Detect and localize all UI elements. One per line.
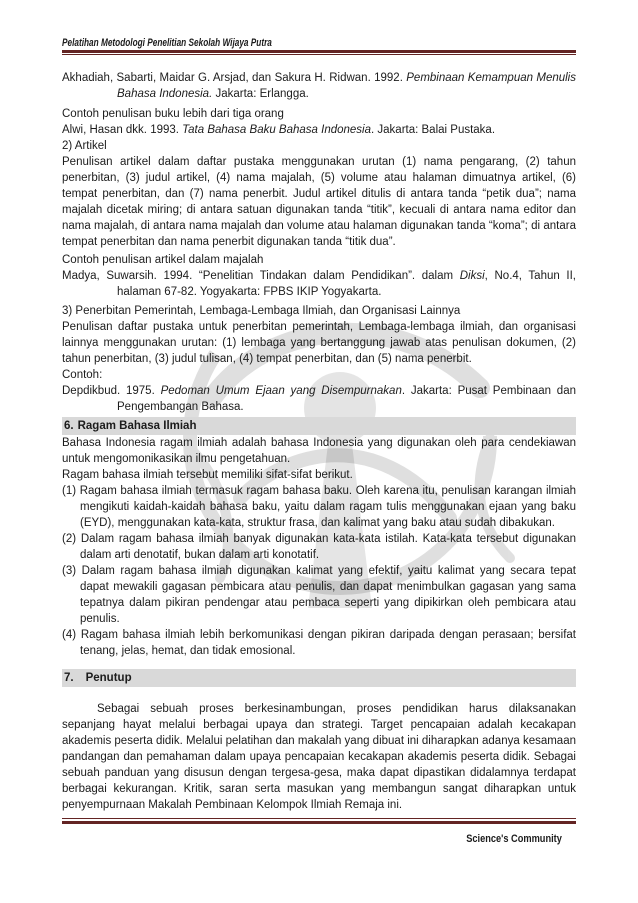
list-text: Ragam bahasa ilmiah lebih berkomunikasi dengan pikiran daripada dengan perasaan; bersifat tenang, jelas, hemat, dan tidak emosional. (80, 629, 576, 657)
list-item (62, 531, 576, 563)
header-rule-thick (62, 50, 576, 53)
footer-rule-thick (62, 821, 576, 824)
list-marker: (4) (62, 629, 77, 641)
list-item (62, 563, 576, 627)
section-title: Ragam Bahasa Ilmiah (77, 420, 197, 432)
running-footer-text: Science's Community (466, 833, 562, 845)
reference-entry (62, 70, 576, 102)
reference-title: Tata Bahasa Baku Bahasa Indonesia (182, 124, 372, 136)
list-text: Ragam bahasa ilmiah termasuk ragam bahasa baku. Oleh karena itu, penulisan karangan ilmiah mengikuti kaidah-kaidah bahasa baku, yaitu dalam ragam tulis menggunakan ejaan yang baku (EYD), menggunakan kata-kata, struktur frasa, dan kalimat yang baku atau sudah dibakukan. (79, 485, 576, 529)
reference-publisher: , No.4, Tahun II, halaman 67-82. Yogyakarta: FPBS IKIP Yogyakarta. (117, 270, 576, 298)
section-number: 7. (64, 672, 74, 684)
closing-paragraph: Sebagai sebuah proses berkesinambungan, proses pendidikan harus dilaksanakan sepanjang hayat melalui berbagai upaya dan strategi. Target pencapaian adalah kecakapan akademis peserta didik. Melalui pelatihan dan makalah yang dibuat ini diharapkan adanya kesamaan pandangan dan pemahaman dalam upaya pencapaian kecakapan akademis peserta didik. Sebagai sebuah panduan yang disusun dengan tergesa-gesa, maka dapat dipastikan didalamnya terdapat berbagai kekurangan. Kritik, saran serta masukan yang membangun sangat diharapkan untuk penyempurnaan Makalah Pembinaan Kelompok Ilmiah Remaja ini. (62, 703, 576, 811)
example-label: Contoh: (62, 369, 103, 381)
section-heading-7 (62, 669, 576, 687)
article-rules-paragraph: Penulisan artikel dalam daftar pustaka menggunakan urutan (1) nama pengarang, (2) tahun penerbitan, (3) judul artikel, (4) nama majalah, (5) volume atau halaman dimuatnya artikel, (6) tempat penerbitan, dan (7) nama penerbit. Judul artikel ditulis di antara tanda “petik dua”; nama majalah dicetak miring; di antara satuan digunakan tanda “titik”, kecuali di antara nama editor dan nama majalah, di antara nama majalah dan volume atau halaman digunakan tanda “koma”; di antara tempat penerbitan dan nama penerbit digunakan tanda “titik dua”. (62, 156, 576, 248)
list-text: Dalam ragam bahasa ilmiah digunakan kalimat yang efektif, yaitu kalimat yang secara tepat dapat mewakili gagasan pembicara atau penulis, dan dapat menimbulkan gagasan yang sama tepatnya dalam pikiran pendengar atau pembaca seperti yang dipikirkan oleh pembicara atau penulis. (80, 565, 576, 625)
running-header-title: Pelatihan Metodologi Penelitian Sekolah Wijaya Putra (62, 37, 272, 49)
list-item (62, 483, 576, 531)
running-footer (448, 829, 562, 843)
reference-authors: Alwi, Hasan dkk. 1993. (62, 124, 183, 136)
reference-publisher: . Jakarta: Pusat Pembinaan dan Pengembangan Bahasa. (117, 385, 576, 413)
section-number: 6. (64, 420, 74, 432)
example-label: Contoh penulisan buku lebih dari tiga orang (62, 108, 284, 120)
reference-entry (62, 122, 576, 138)
list-text: Dalam ragam bahasa ilmiah banyak digunakan kata-kata istilah. Kata-kata tersebut digunakan dalam arti denotatif, bukan dalam arti konotatif. (80, 533, 577, 561)
example-label: Contoh penulisan artikel dalam majalah (62, 254, 264, 266)
section-heading-6 (62, 417, 576, 435)
reference-journal: Diksi (459, 270, 485, 282)
section-6-definition: Bahasa Indonesia ragam ilmiah adalah bahasa Indonesia yang digunakan oleh para cendekiawan untuk mengomonikasikan ilmu pengetahuan. (62, 437, 576, 465)
list-marker: (2) (62, 533, 77, 545)
running-header (62, 33, 576, 47)
reference-title: Pedoman Umum Ejaan yang Disempurnakan (160, 385, 402, 397)
reference-entry (62, 268, 576, 300)
reference-authors: Depdikbud. 1975. (62, 385, 161, 397)
header-rule-thin (62, 54, 576, 55)
list-marker: (3) (62, 565, 77, 577)
section-title: Penutup (85, 672, 132, 684)
reference-entry (62, 383, 576, 415)
reference-authors: Madya, Suwarsih. 1994. “Penelitian Tindakan dalam Pendidikan”. dalam (62, 270, 460, 282)
reference-title: Pembinaan Kemampuan Menulis Bahasa Indonesia. (117, 72, 576, 100)
body-content (62, 70, 576, 813)
reference-publisher: Jakarta: Erlangga. (212, 88, 309, 100)
footer-rule-thin (62, 818, 576, 819)
subsection-heading-penerbitan-pemerintah: 3) Penerbitan Pemerintah, Lembaga-Lembaga Ilmiah, dan Organisasi Lainnya (62, 305, 461, 317)
reference-publisher: . Jakarta: Balai Pustaka. (371, 124, 496, 136)
list-marker: (1) (62, 485, 77, 497)
reference-authors: Akhadiah, Sabarti, Maidar G. Arsjad, dan Sakura H. Ridwan. 1992. (62, 72, 407, 84)
gov-rules-paragraph: Penulisan daftar pustaka untuk penerbitan pemerintah, Lembaga-lembaga ilmiah, dan organisasi lainnya menggunakan urutan: (1) lembaga yang bertanggung jawab atas penulisan dokumen, (2) tahun penerbitan, (3) judul tulisan, (4) tempat penerbitan, dan (5) nama penerbit. (62, 321, 576, 365)
section-6-intro: Ragam bahasa ilmiah tersebut memiliki sifat-sifat berikut. (62, 469, 353, 481)
subsection-heading-artikel: 2) Artikel (62, 140, 107, 152)
list-item (62, 627, 576, 659)
